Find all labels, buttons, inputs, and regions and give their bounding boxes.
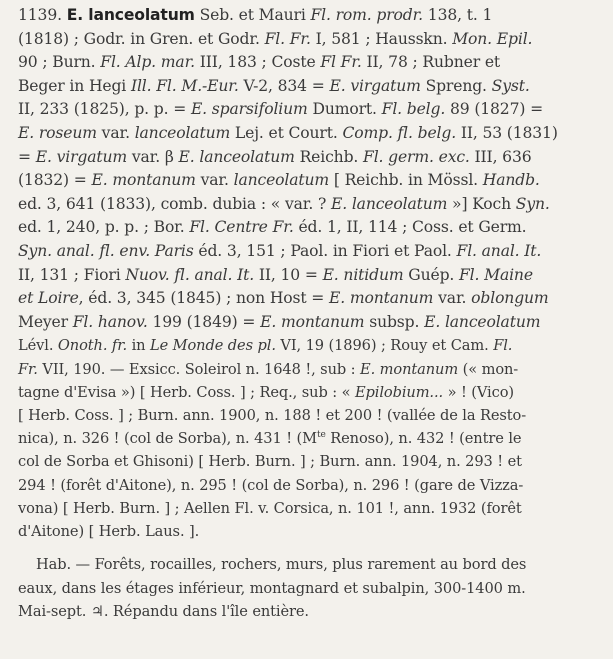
text-line (18, 4, 603, 28)
plain-text: Renoso), n. 432 ! (entre le (325, 430, 522, 448)
plain-text: = (18, 147, 36, 166)
italic-text: Fl. anal. It. (456, 241, 542, 260)
plain-text: var. (433, 289, 472, 308)
text-line (18, 240, 603, 264)
italic-text: Fl Fr. (320, 53, 362, 72)
plain-text: II, 131 ; Fiori (18, 265, 126, 284)
plain-text: Beger in Hegi (18, 76, 131, 95)
italic-text: E. montanum (329, 289, 434, 308)
plain-text: » ! (Vico) (443, 383, 514, 401)
plain-text: nica), n. 326 ! (col de Sorba), n. 431 ! (M (18, 430, 317, 448)
taxon-name: E. lanceolatum (66, 6, 195, 24)
plain-text: [ Reichb. in Mössl. (329, 171, 483, 190)
plain-text: ed. 1, 240, p. p. ; Bor. (18, 218, 190, 237)
plain-text: 90 ; Burn. (18, 53, 101, 72)
text-line (18, 600, 603, 623)
plain-text: Guép. (403, 265, 460, 284)
exsiccata-block (18, 334, 603, 543)
plain-text: ed. 3, 641 (1833), comb. dubia : « var. ? (18, 194, 331, 213)
italic-text: lanceolatum (134, 123, 231, 142)
text-line (18, 497, 603, 520)
plain-text: II, 10 = (254, 265, 323, 284)
text-line (18, 577, 603, 600)
plain-text: 89 (1827) = (445, 100, 544, 119)
plain-text: VI, 19 (1896) ; Rouy et Cam. (275, 337, 494, 355)
italic-text: E. sparsifolium (190, 100, 308, 119)
plain-text: Hab. — Forêts, rocailles, rochers, murs, plus rarement au bord des (36, 556, 527, 574)
italic-text: Fr. (18, 360, 38, 378)
plain-text: II, 78 ; Rubner et (361, 53, 501, 72)
plain-text: subsp. (364, 312, 425, 331)
text-line (18, 75, 603, 99)
italic-text: E. lanceolatum (330, 194, 448, 213)
text-line (18, 122, 603, 146)
italic-text: Fl. Maine (459, 265, 533, 284)
plain-text: Mai-sept. ♃. Répandu dans l'île entière. (18, 602, 309, 620)
italic-text: E. lanceolatum (424, 312, 541, 331)
italic-text: E. montanum (91, 171, 196, 190)
text-line (18, 474, 603, 497)
italic-text: Fl. belg. (381, 100, 446, 119)
italic-text: E. virgatum (329, 76, 421, 95)
italic-text: et Loire (18, 289, 79, 308)
plain-text: Reichb. (294, 147, 364, 166)
plain-text: Seb. et Mauri (194, 6, 311, 24)
plain-text: V-2, 834 = (238, 76, 330, 95)
plain-text: II, 53 (1831) (456, 123, 558, 142)
text-line (18, 334, 603, 357)
synonymy-block (18, 4, 603, 334)
plain-text: Lévl. (18, 337, 58, 355)
italic-text: Le Monde des pl. (149, 337, 276, 355)
text-line (18, 287, 603, 311)
text-line (18, 193, 603, 217)
italic-text: Epilobium... (354, 383, 444, 401)
plain-text: 1139. (18, 6, 67, 24)
text-line (18, 98, 603, 122)
plain-text: éd. 1, II, 114 ; Coss. et Germ. (293, 218, 527, 237)
text-line (18, 404, 603, 427)
italic-text: E. lanceolatum (178, 147, 295, 166)
italic-text: E. nitidum (322, 265, 404, 284)
habitat-block (18, 553, 603, 623)
plain-text: (1818) ; Godr. in Gren. et Godr. (18, 29, 265, 48)
plain-text: (« mon- (458, 360, 519, 378)
plain-text: Lej. et Court. (230, 123, 343, 142)
italic-text: Syn. (515, 194, 550, 213)
plain-text: (1832) = (18, 171, 92, 190)
italic-text: Fl. germ. exc. (363, 147, 470, 166)
italic-text: Syst. (491, 76, 530, 95)
text-line (18, 427, 603, 450)
plain-text: »] Koch (447, 194, 516, 213)
plain-text: I, 581 ; Hausskn. (310, 29, 453, 48)
text-line (18, 264, 603, 288)
text-line (18, 216, 603, 240)
italic-text: Fl. hanov. (72, 312, 148, 331)
plain-text: éd. 3, 151 ; Paol. in Fiori et Paol. (193, 241, 457, 260)
text-line (18, 381, 603, 404)
text-line (18, 146, 603, 170)
italic-text: Mon. Epil. (452, 29, 533, 48)
italic-text: oblongum (471, 289, 549, 308)
italic-text: Fl. Fr. (264, 29, 311, 48)
italic-text: E. montanum (260, 312, 365, 331)
plain-text: Meyer (18, 312, 73, 331)
plain-text: vona) [ Herb. Burn. ] ; Aellen Fl. v. Corsica, n. 101 !, ann. 1932 (forêt (18, 499, 522, 517)
plain-text: d'Aitone) [ Herb. Laus. ]. (18, 522, 200, 540)
plain-text: VII, 190. — Exsicc. Soleirol n. 1648 !, sub : (37, 360, 361, 378)
italic-text: E. roseum (18, 123, 97, 142)
plain-text: var. β (127, 147, 179, 166)
plain-text: col de Sorba et Ghisoni) [ Herb. Burn. ] ; Burn. ann. 1904, n. 293 ! et (18, 453, 522, 471)
text-line (18, 311, 603, 335)
italic-text: Fl. Alp. mar. (100, 53, 195, 72)
plain-text: III, 183 ; Coste (194, 53, 321, 72)
italic-text: Comp. fl. belg. (342, 123, 457, 142)
italic-text: Fl. Centre Fr. (189, 218, 294, 237)
plain-text: III, 636 (469, 147, 532, 166)
plain-text: II, 233 (1825), p. p. = (18, 100, 191, 119)
plain-text: 294 ! (forêt d'Aitone), n. 295 ! (col de Sorba), n. 296 ! (gare de Vizza- (18, 476, 524, 494)
plain-text: var. (195, 171, 234, 190)
text-line (18, 520, 603, 543)
plain-text: var. (96, 123, 135, 142)
plain-text: Spreng. (420, 76, 492, 95)
italic-text: Ill. Fl. M.-Eur. (130, 76, 239, 95)
italic-text: E. montanum (360, 360, 459, 378)
text-line (18, 450, 603, 473)
text-line (18, 28, 603, 52)
plain-text: , éd. 3, 345 (1845) ; non Host = (78, 289, 330, 308)
italic-text: Handb. (482, 171, 540, 190)
italic-text: Syn. anal. fl. env. Paris (18, 241, 194, 260)
plain-text: in (127, 337, 150, 355)
superscript: te (316, 430, 326, 441)
text-line (18, 553, 603, 576)
plain-text: tagne d'Evisa ») [ Herb. Coss. ] ; Req., sub : « (18, 383, 355, 401)
italic-text: Nuov. fl. anal. It. (125, 265, 255, 284)
plain-text: eaux, dans les étages inférieur, montagnard et subalpin, 300-1400 m. (18, 579, 526, 597)
italic-text: lanceolatum (233, 171, 330, 190)
plain-text: [ Herb. Coss. ] ; Burn. ann. 1900, n. 188 ! et 200 ! (vallée de la Resto- (18, 406, 527, 424)
text-line (18, 358, 603, 381)
plain-text: 138, t. 1 (423, 6, 493, 24)
italic-text: Fl. (493, 337, 513, 355)
text-line (18, 51, 603, 75)
italic-text: E. virgatum (35, 147, 128, 166)
text-line (18, 169, 603, 193)
plain-text: Dumort. (307, 100, 382, 119)
plain-text: 199 (1849) = (147, 312, 261, 331)
italic-text: Onoth. fr. (57, 337, 128, 355)
italic-text: Fl. rom. prodr. (310, 6, 423, 24)
